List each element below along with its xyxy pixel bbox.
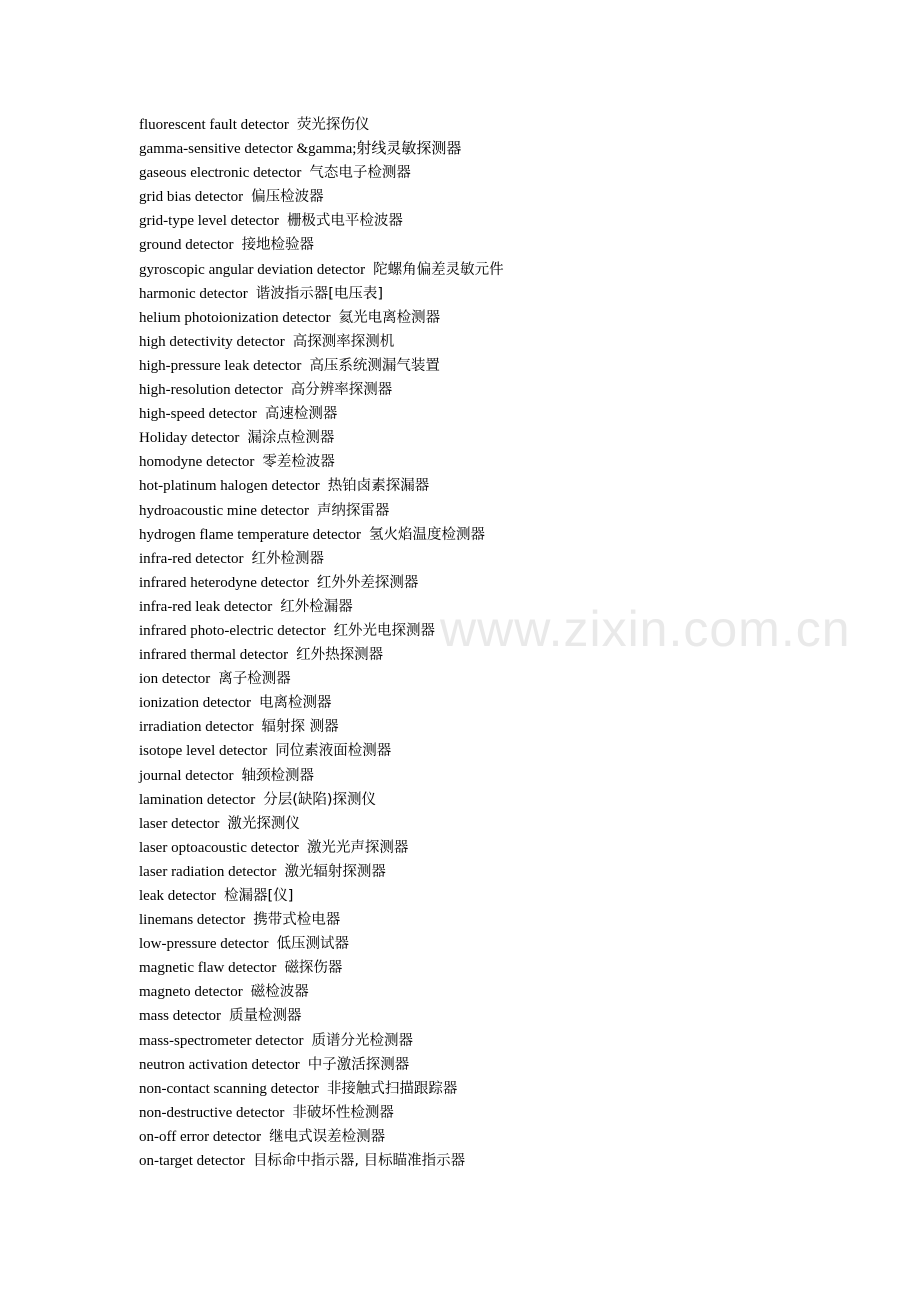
term-english: hot-platinum halogen detector [139, 478, 320, 495]
term-chinese: 漏涂点检测器 [247, 430, 335, 447]
term-english: linemans detector [139, 912, 246, 929]
glossary-entry [139, 619, 504, 643]
term-english: grid bias detector [139, 189, 244, 206]
term-chinese: 目标命中指示器, 目标瞄准指示器 [252, 1153, 466, 1170]
term-chinese: 质谱分光检测器 [311, 1032, 414, 1049]
term-chinese: 同位素液面检测器 [275, 743, 392, 760]
term-english: homodyne detector [139, 454, 255, 471]
term-chinese: 非破坏性检测器 [292, 1104, 394, 1121]
term-english: infra-red leak detector [139, 598, 273, 615]
glossary-entry [139, 908, 504, 932]
glossary-entry [139, 113, 504, 137]
watermark: www.zixin.com.cn [440, 601, 851, 657]
glossary-entry [139, 595, 504, 619]
term-english: helium photoionization detector [139, 309, 331, 326]
glossary-entry [139, 306, 504, 330]
glossary-entry [139, 354, 504, 378]
glossary-entry [139, 378, 504, 402]
term-chinese: 零差检波器 [262, 454, 335, 471]
term-chinese: 荧光探伤仪 [296, 117, 370, 133]
term-chinese: 接地检验器 [241, 237, 315, 254]
term-chinese: 检漏器[仪] [224, 888, 294, 904]
term-english: laser optoacoustic detector [139, 839, 299, 856]
glossary-entry [139, 836, 504, 860]
term-chinese: 谐波指示器[电压表] [255, 285, 384, 302]
term-chinese: 红外检漏器 [280, 598, 353, 615]
term-chinese: 继电式误差检测器 [269, 1128, 386, 1145]
glossary-entry [139, 161, 504, 185]
term-chinese: 栅极式电平检波器 [286, 213, 403, 230]
term-chinese: 高压系统测漏气装置 [309, 357, 440, 374]
term-english: isotope level detector [139, 743, 268, 760]
term-chinese: 激光辐射探测器 [284, 863, 386, 880]
term-english: lamination detector [139, 791, 256, 808]
term-chinese: 质量检测器 [229, 1008, 302, 1025]
glossary-entry [139, 330, 504, 354]
term-english: mass detector [139, 1008, 222, 1025]
term-chinese: 携带式检电器 [253, 912, 341, 929]
term-chinese: 偏压检波器 [251, 189, 324, 206]
glossary-entry [139, 715, 504, 739]
term-english: ground detector [139, 237, 234, 254]
glossary-entry [139, 474, 504, 498]
glossary-entry [139, 1053, 504, 1077]
term-english: gyroscopic angular deviation detector [139, 261, 366, 278]
term-chinese: 轴颈检测器 [241, 767, 315, 784]
glossary-entry [139, 860, 504, 884]
term-chinese: 高速检测器 [264, 406, 338, 423]
term-chinese: 磁检波器 [250, 984, 309, 1001]
glossary-entry [139, 426, 504, 450]
glossary-entry [139, 450, 504, 474]
term-english: non-destructive detector [139, 1104, 285, 1121]
glossary-entry [139, 1149, 504, 1173]
glossary-entry [139, 932, 504, 956]
term-english: magnetic flaw detector [139, 960, 277, 977]
glossary-entry [139, 282, 504, 306]
term-english: harmonic detector [139, 285, 248, 302]
term-chinese: 高分辨率探测器 [290, 382, 393, 399]
term-chinese: 激光探测仪 [227, 815, 300, 832]
term-english: grid-type level detector [139, 213, 279, 230]
term-english: infra-red detector [139, 550, 244, 567]
glossary-entry [139, 1077, 504, 1101]
term-english: ionization detector [139, 695, 252, 712]
term-english: Holiday detector [139, 430, 240, 447]
glossary-entry [139, 402, 504, 426]
glossary-entry [139, 691, 504, 715]
term-chinese: 红外热探测器 [296, 647, 384, 664]
term-english: ion detector [139, 671, 211, 688]
glossary-entry [139, 956, 504, 980]
term-chinese: 声纳探雷器 [316, 502, 390, 519]
term-english: journal detector [139, 767, 234, 784]
glossary-entry [139, 185, 504, 209]
term-english: on-off error detector [139, 1128, 262, 1145]
term-chinese: 陀螺角偏差灵敏元件 [373, 261, 504, 278]
term-english: gamma-sensitive detector &gamma;射线灵敏探测器 [139, 141, 462, 158]
term-english: laser radiation detector [139, 863, 277, 880]
term-chinese: 分层(缺陷)探测仪 [263, 791, 377, 808]
glossary-entry [139, 547, 504, 571]
term-chinese: 磁探伤器 [284, 960, 343, 977]
term-english: high-resolution detector [139, 382, 283, 399]
term-chinese: 红外检测器 [251, 550, 325, 567]
term-chinese: 中子激活探测器 [307, 1056, 410, 1073]
glossary-entry [139, 812, 504, 836]
term-english: mass-spectrometer detector [139, 1032, 304, 1049]
glossary-entry [139, 1004, 504, 1028]
term-chinese: 高探测率探测机 [292, 333, 395, 350]
term-english: infrared photo-electric detector [139, 622, 326, 639]
term-chinese: 离子检测器 [218, 671, 291, 688]
glossary-entry [139, 884, 504, 908]
glossary-entry [139, 1125, 504, 1149]
glossary-entry [139, 571, 504, 595]
term-english: gaseous electronic detector [139, 165, 302, 182]
term-english: irradiation detector [139, 719, 254, 736]
glossary-entry [139, 209, 504, 233]
term-english: fluorescent fault detector [139, 117, 289, 133]
glossary-entry [139, 643, 504, 667]
term-chinese: 低压测试器 [276, 936, 350, 953]
term-chinese: 红外光电探测器 [333, 622, 436, 639]
term-english: hydroacoustic mine detector [139, 502, 309, 519]
glossary-entry [139, 523, 504, 547]
term-english: non-contact scanning detector [139, 1080, 319, 1097]
term-english: on-target detector [139, 1153, 245, 1170]
term-english: infrared heterodyne detector [139, 574, 309, 591]
term-english: infrared thermal detector [139, 647, 289, 664]
term-english: leak detector [139, 888, 217, 904]
glossary-entry [139, 1029, 504, 1053]
term-chinese: 气态电子检测器 [309, 165, 411, 182]
term-chinese: 非接触式扫描跟踪器 [326, 1080, 458, 1097]
term-english: high detectivity detector [139, 333, 285, 350]
term-chinese: 氦光电离检测器 [338, 309, 441, 326]
term-chinese: 电离检测器 [259, 695, 332, 712]
glossary-entry [139, 980, 504, 1004]
term-chinese: 氢火焰温度检测器 [368, 526, 485, 543]
term-english: hydrogen flame temperature detector [139, 526, 361, 543]
term-english: high-speed detector [139, 406, 257, 423]
glossary-entry [139, 667, 504, 691]
term-english: magneto detector [139, 984, 243, 1001]
term-english: low-pressure detector [139, 936, 269, 953]
glossary-entry [139, 258, 504, 282]
term-chinese: 辐射探 测器 [261, 719, 339, 736]
glossary-entry [139, 233, 504, 257]
term-chinese: 激光光声探测器 [306, 839, 409, 856]
glossary-entry [139, 1101, 504, 1125]
term-english: laser detector [139, 815, 220, 832]
term-english: neutron activation detector [139, 1056, 300, 1073]
glossary-entry [139, 788, 504, 812]
glossary-entry [139, 739, 504, 763]
glossary-list [139, 113, 504, 1173]
glossary-entry [139, 764, 504, 788]
glossary-entry [139, 137, 504, 161]
term-chinese: 热铂卤素探漏器 [327, 478, 430, 495]
term-english: high-pressure leak detector [139, 357, 302, 374]
term-chinese: 红外外差探测器 [316, 574, 419, 591]
glossary-entry [139, 499, 504, 523]
